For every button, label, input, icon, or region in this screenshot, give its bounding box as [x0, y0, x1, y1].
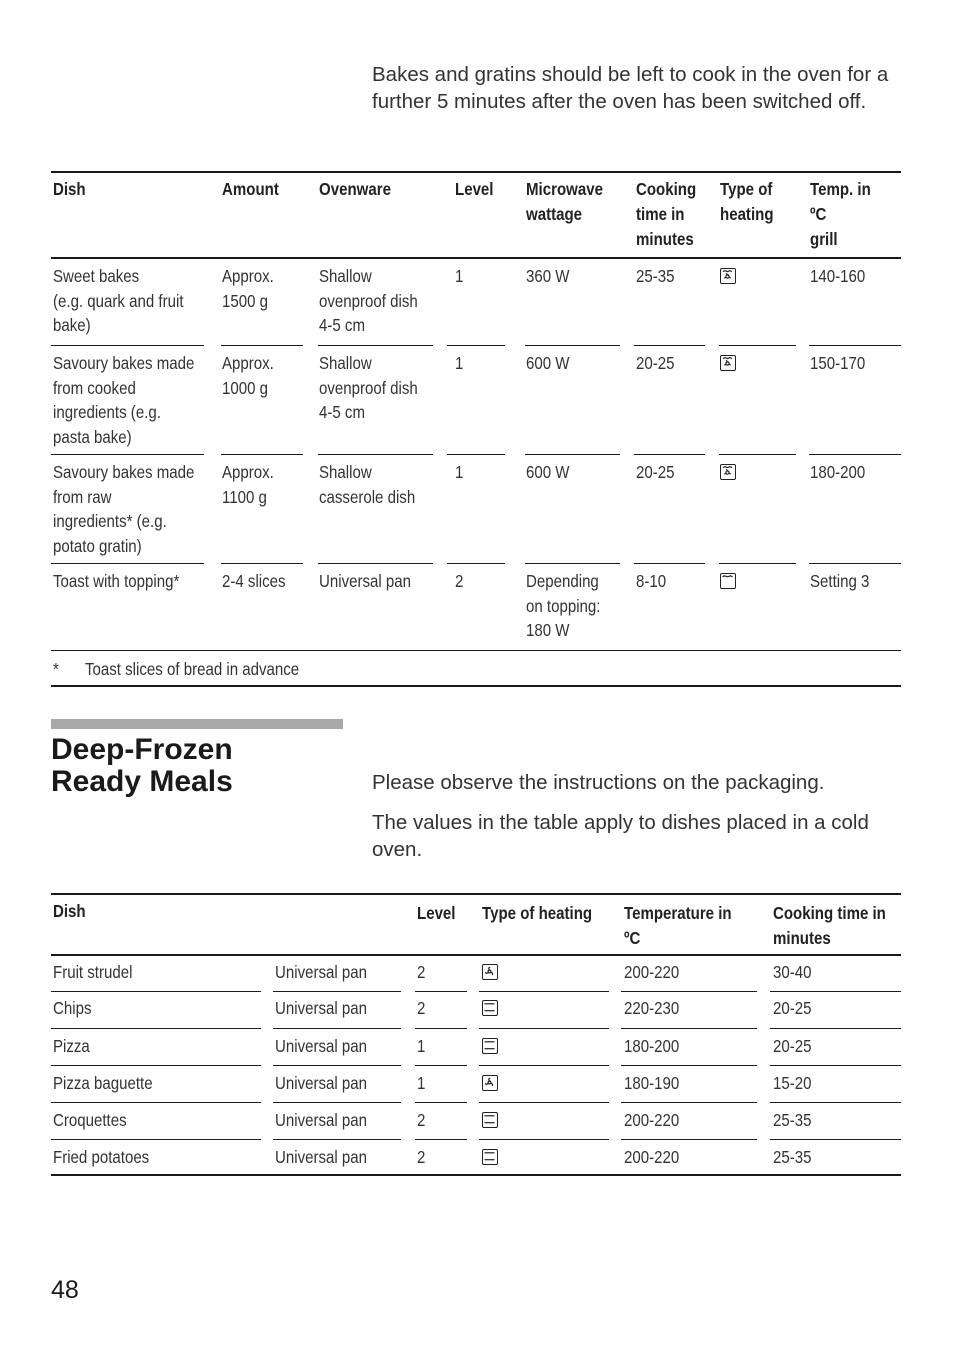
grill-fan-icon: [720, 464, 736, 480]
dish-cell: [53, 351, 194, 449]
amount-cell-line: Approx.: [222, 353, 274, 373]
header-wattage: [526, 177, 603, 227]
ovenware-cell: Universal pan: [275, 1036, 368, 1056]
row-separator: [770, 1028, 901, 1029]
header-ovenware: Ovenware: [319, 179, 391, 199]
row-separator: [51, 1102, 261, 1103]
row-separator: [415, 1065, 467, 1066]
header-dish: Dish: [53, 179, 86, 199]
row-separator: [621, 1102, 757, 1103]
table-top-rule: [51, 893, 901, 895]
dish-cell: Fried potatoes: [53, 1147, 150, 1167]
row-separator: [525, 454, 620, 455]
header-heating-line: heating: [720, 204, 774, 224]
dish-cell: [53, 264, 184, 338]
row-separator: [51, 345, 204, 346]
grill-fan-icon: [720, 355, 736, 371]
section-text: [372, 769, 892, 876]
row-separator: [51, 1028, 261, 1029]
level-cell: 1: [417, 1036, 426, 1056]
amount-cell-line: Approx.: [222, 266, 274, 286]
row-separator: [273, 991, 401, 992]
row-separator: [51, 1065, 261, 1066]
row-separator: [770, 1102, 901, 1103]
table-header-rule: [51, 954, 901, 956]
header-temp-line: Temperature in: [624, 903, 732, 923]
row-separator: [621, 1139, 757, 1140]
wattage-cell: [526, 351, 569, 376]
amount-cell-line: Approx.: [222, 462, 274, 482]
header-cooking-time: [773, 901, 886, 951]
header-amount: Amount: [222, 179, 279, 199]
ovenware-cell-line: ovenproof dish: [319, 290, 418, 311]
row-separator: [447, 454, 505, 455]
section-accent-bar: [51, 719, 343, 729]
row-separator: [415, 1028, 467, 1029]
dish-cell: Pizza: [53, 1036, 90, 1056]
ovenware-cell: Universal pan: [275, 1147, 368, 1167]
amount-cell-line: 1500 g: [222, 290, 269, 311]
row-separator: [273, 1028, 401, 1029]
temp-cell: 150-170: [810, 353, 866, 373]
row-separator: [634, 454, 705, 455]
temp-cell: 200-220: [624, 962, 680, 982]
header-level: Level: [417, 903, 456, 923]
row-separator: [318, 345, 433, 346]
page-number: 48: [51, 1276, 79, 1304]
row-separator: [51, 563, 204, 564]
table-header-rule: [51, 257, 901, 259]
row-separator: [621, 991, 757, 992]
cooking-time-cell: 15-20: [773, 1073, 812, 1093]
header-time-line: Cooking: [636, 179, 697, 199]
row-separator: [273, 1102, 401, 1103]
top-bottom-heat-icon: [482, 1112, 498, 1128]
row-separator: [809, 345, 901, 346]
row-separator: [51, 454, 204, 455]
table-top-rule: [51, 171, 901, 173]
row-separator: [51, 991, 261, 992]
cooking-time-cell: 25-35: [773, 1110, 812, 1130]
wattage-cell-line: 360 W: [526, 266, 570, 286]
row-separator: [719, 563, 796, 564]
amount-cell: [222, 351, 274, 400]
header-heating: Type of heating: [482, 903, 593, 923]
row-separator: [221, 563, 303, 564]
cooking-time-cell: 30-40: [773, 962, 812, 982]
wattage-cell: [526, 264, 569, 289]
footnote-text: Toast slices of bread in advance: [85, 659, 300, 679]
dish-cell-line: potato gratin): [53, 535, 142, 556]
header-time-line: Cooking time in: [773, 903, 886, 923]
dish-cell-line: ingredients* (e.g.: [53, 511, 167, 531]
amount-cell-line: 1100 g: [222, 486, 267, 507]
section-paragraph: The values in the table apply to dishes placed in a cold oven.: [372, 811, 869, 861]
ovenware-cell-line: casserole dish: [319, 486, 416, 507]
ovenware-cell: Universal pan: [275, 998, 368, 1018]
cooking-time-cell: 25-35: [636, 266, 675, 286]
header-time-line: minutes: [636, 229, 694, 249]
level-cell: 2: [417, 1110, 426, 1130]
dish-cell-line: bake): [53, 315, 91, 335]
wattage-cell: [526, 460, 569, 485]
row-separator: [621, 1028, 757, 1029]
ovenware-cell-line: Shallow: [319, 462, 372, 482]
header-temp-line: ºC: [810, 204, 827, 224]
hot-air-icon: [482, 964, 498, 980]
wattage-cell-line: 600 W: [526, 353, 570, 373]
temp-cell: 180-190: [624, 1073, 680, 1093]
dish-cell-line: from raw: [53, 486, 112, 507]
footnote-rule: [51, 650, 901, 651]
row-separator: [770, 1065, 901, 1066]
header-cooking-time: [636, 177, 696, 252]
intro-text: Bakes and gratins should be left to cook in the oven for a further 5 minutes after the oven has been switched off.: [372, 63, 889, 113]
dish-cell: [53, 460, 194, 558]
wattage-cell: [526, 569, 600, 643]
level-cell: 1: [417, 1073, 426, 1093]
row-separator: [809, 563, 901, 564]
header-temp-line: ºC: [624, 928, 641, 948]
row-separator: [634, 345, 705, 346]
top-bottom-heat-icon: [482, 1038, 498, 1054]
header-wattage-line: wattage: [526, 204, 583, 224]
row-separator: [525, 345, 620, 346]
cooking-time-cell: 20-25: [773, 998, 812, 1018]
row-separator: [621, 1065, 757, 1066]
temp-cell: 200-220: [624, 1147, 680, 1167]
dish-cell-line: Savoury bakes made: [53, 353, 195, 373]
dish-cell-line: Savoury bakes made: [53, 462, 195, 482]
top-bottom-heat-icon: [482, 1149, 498, 1165]
header-level: Level: [455, 179, 494, 199]
row-separator: [479, 1102, 609, 1103]
row-separator: [770, 1139, 901, 1140]
dish-cell-line: pasta bake): [53, 426, 132, 447]
row-separator: [447, 345, 505, 346]
header-temp-line: Temp. in: [810, 179, 871, 199]
row-separator: [273, 1139, 401, 1140]
table-bottom-rule: [51, 1174, 901, 1176]
ovenware-cell: [319, 460, 415, 509]
temp-cell: 180-200: [624, 1036, 680, 1056]
cooking-time-cell: 25-35: [773, 1147, 812, 1167]
temp-cell: 180-200: [810, 462, 866, 482]
level-cell: 2: [417, 998, 426, 1018]
row-separator: [479, 1139, 609, 1140]
level-cell: 1: [455, 353, 464, 373]
row-separator: [770, 991, 901, 992]
row-separator: [415, 991, 467, 992]
row-separator: [809, 454, 901, 455]
temp-cell: 140-160: [810, 266, 866, 286]
dish-cell: Fruit strudel: [53, 962, 133, 982]
ovenware-cell-line: Universal pan: [319, 571, 412, 591]
dish-cell-line: from cooked: [53, 377, 136, 398]
full-grill-icon: [720, 573, 736, 589]
cooking-time-cell: 8-10: [636, 571, 667, 591]
top-bottom-heat-icon: [482, 1000, 498, 1016]
row-separator: [221, 345, 303, 346]
level-cell: 2: [417, 962, 426, 982]
amount-cell: [222, 264, 274, 313]
dish-cell-line: ingredients (e.g.: [53, 402, 161, 422]
ovenware-cell-line: Shallow: [319, 266, 372, 286]
section-title: [51, 734, 351, 798]
row-separator: [415, 1102, 467, 1103]
cooking-time-cell: 20-25: [773, 1036, 812, 1056]
wattage-cell-line: 180 W: [526, 620, 570, 640]
row-separator: [415, 1139, 467, 1140]
amount-cell: [222, 460, 274, 509]
ovenware-cell: Universal pan: [275, 1073, 368, 1093]
footnote-mark: *: [53, 659, 59, 679]
dish-cell: Chips: [53, 998, 92, 1018]
hot-air-icon: [482, 1075, 498, 1091]
row-separator: [479, 1028, 609, 1029]
dish-cell-line: Toast with topping*: [53, 571, 180, 591]
amount-cell-line: 2-4 slices: [222, 571, 286, 591]
dish-cell-line: (e.g. quark and fruit: [53, 290, 184, 311]
cooking-time-cell: 20-25: [636, 462, 675, 482]
header-temp: [810, 177, 871, 252]
ovenware-cell-line: 4-5 cm: [319, 402, 365, 422]
section-paragraph: Please observe the instructions on the packaging.: [372, 771, 825, 794]
row-separator: [51, 1139, 261, 1140]
temp-cell: 200-220: [624, 1110, 680, 1130]
row-separator: [318, 454, 433, 455]
ovenware-cell: [319, 569, 411, 594]
amount-cell-line: 1000 g: [222, 377, 269, 398]
intro-note: [372, 61, 892, 115]
section-title-line: Deep-Frozen: [51, 733, 233, 766]
header-heating-line: Type of: [720, 179, 773, 199]
row-separator: [479, 1065, 609, 1066]
ovenware-cell-line: Shallow: [319, 353, 372, 373]
temp-cell: 220-230: [624, 998, 680, 1018]
cooking-time-cell: 20-25: [636, 353, 675, 373]
grill-fan-icon: [720, 268, 736, 284]
row-separator: [634, 563, 705, 564]
row-separator: [719, 345, 796, 346]
level-cell: 1: [455, 462, 464, 482]
header-time-line: minutes: [773, 928, 831, 948]
ovenware-cell-line: 4-5 cm: [319, 315, 365, 335]
ovenware-cell: [319, 351, 418, 425]
wattage-cell-line: Depending: [526, 571, 599, 591]
dish-cell: Pizza baguette: [53, 1073, 153, 1093]
dish-cell: [53, 569, 179, 594]
level-cell: 2: [417, 1147, 426, 1167]
row-separator: [447, 563, 505, 564]
header-temp-line: grill: [810, 229, 838, 249]
table-bottom-rule: [51, 685, 901, 687]
temp-cell: Setting 3: [810, 571, 870, 591]
ovenware-cell: Universal pan: [275, 1110, 368, 1130]
section-title-line: Ready Meals: [51, 765, 233, 798]
ovenware-cell: Universal pan: [275, 962, 368, 982]
header-wattage-line: Microwave: [526, 179, 603, 199]
header-time-line: time in: [636, 204, 685, 224]
header-temp: [624, 901, 732, 951]
ovenware-cell: [319, 264, 418, 338]
header-dish: Dish: [53, 901, 86, 921]
wattage-cell-line: 600 W: [526, 462, 570, 482]
row-separator: [479, 991, 609, 992]
level-cell: 2: [455, 571, 464, 591]
row-separator: [273, 1065, 401, 1066]
row-separator: [525, 563, 620, 564]
dish-cell-line: Sweet bakes: [53, 266, 140, 286]
dish-cell: Croquettes: [53, 1110, 127, 1130]
header-heating: [720, 177, 774, 227]
row-separator: [221, 454, 303, 455]
ovenware-cell-line: ovenproof dish: [319, 377, 418, 398]
level-cell: 1: [455, 266, 464, 286]
amount-cell: [222, 569, 286, 594]
row-separator: [719, 454, 796, 455]
row-separator: [318, 563, 433, 564]
wattage-cell-line: on topping:: [526, 595, 601, 616]
